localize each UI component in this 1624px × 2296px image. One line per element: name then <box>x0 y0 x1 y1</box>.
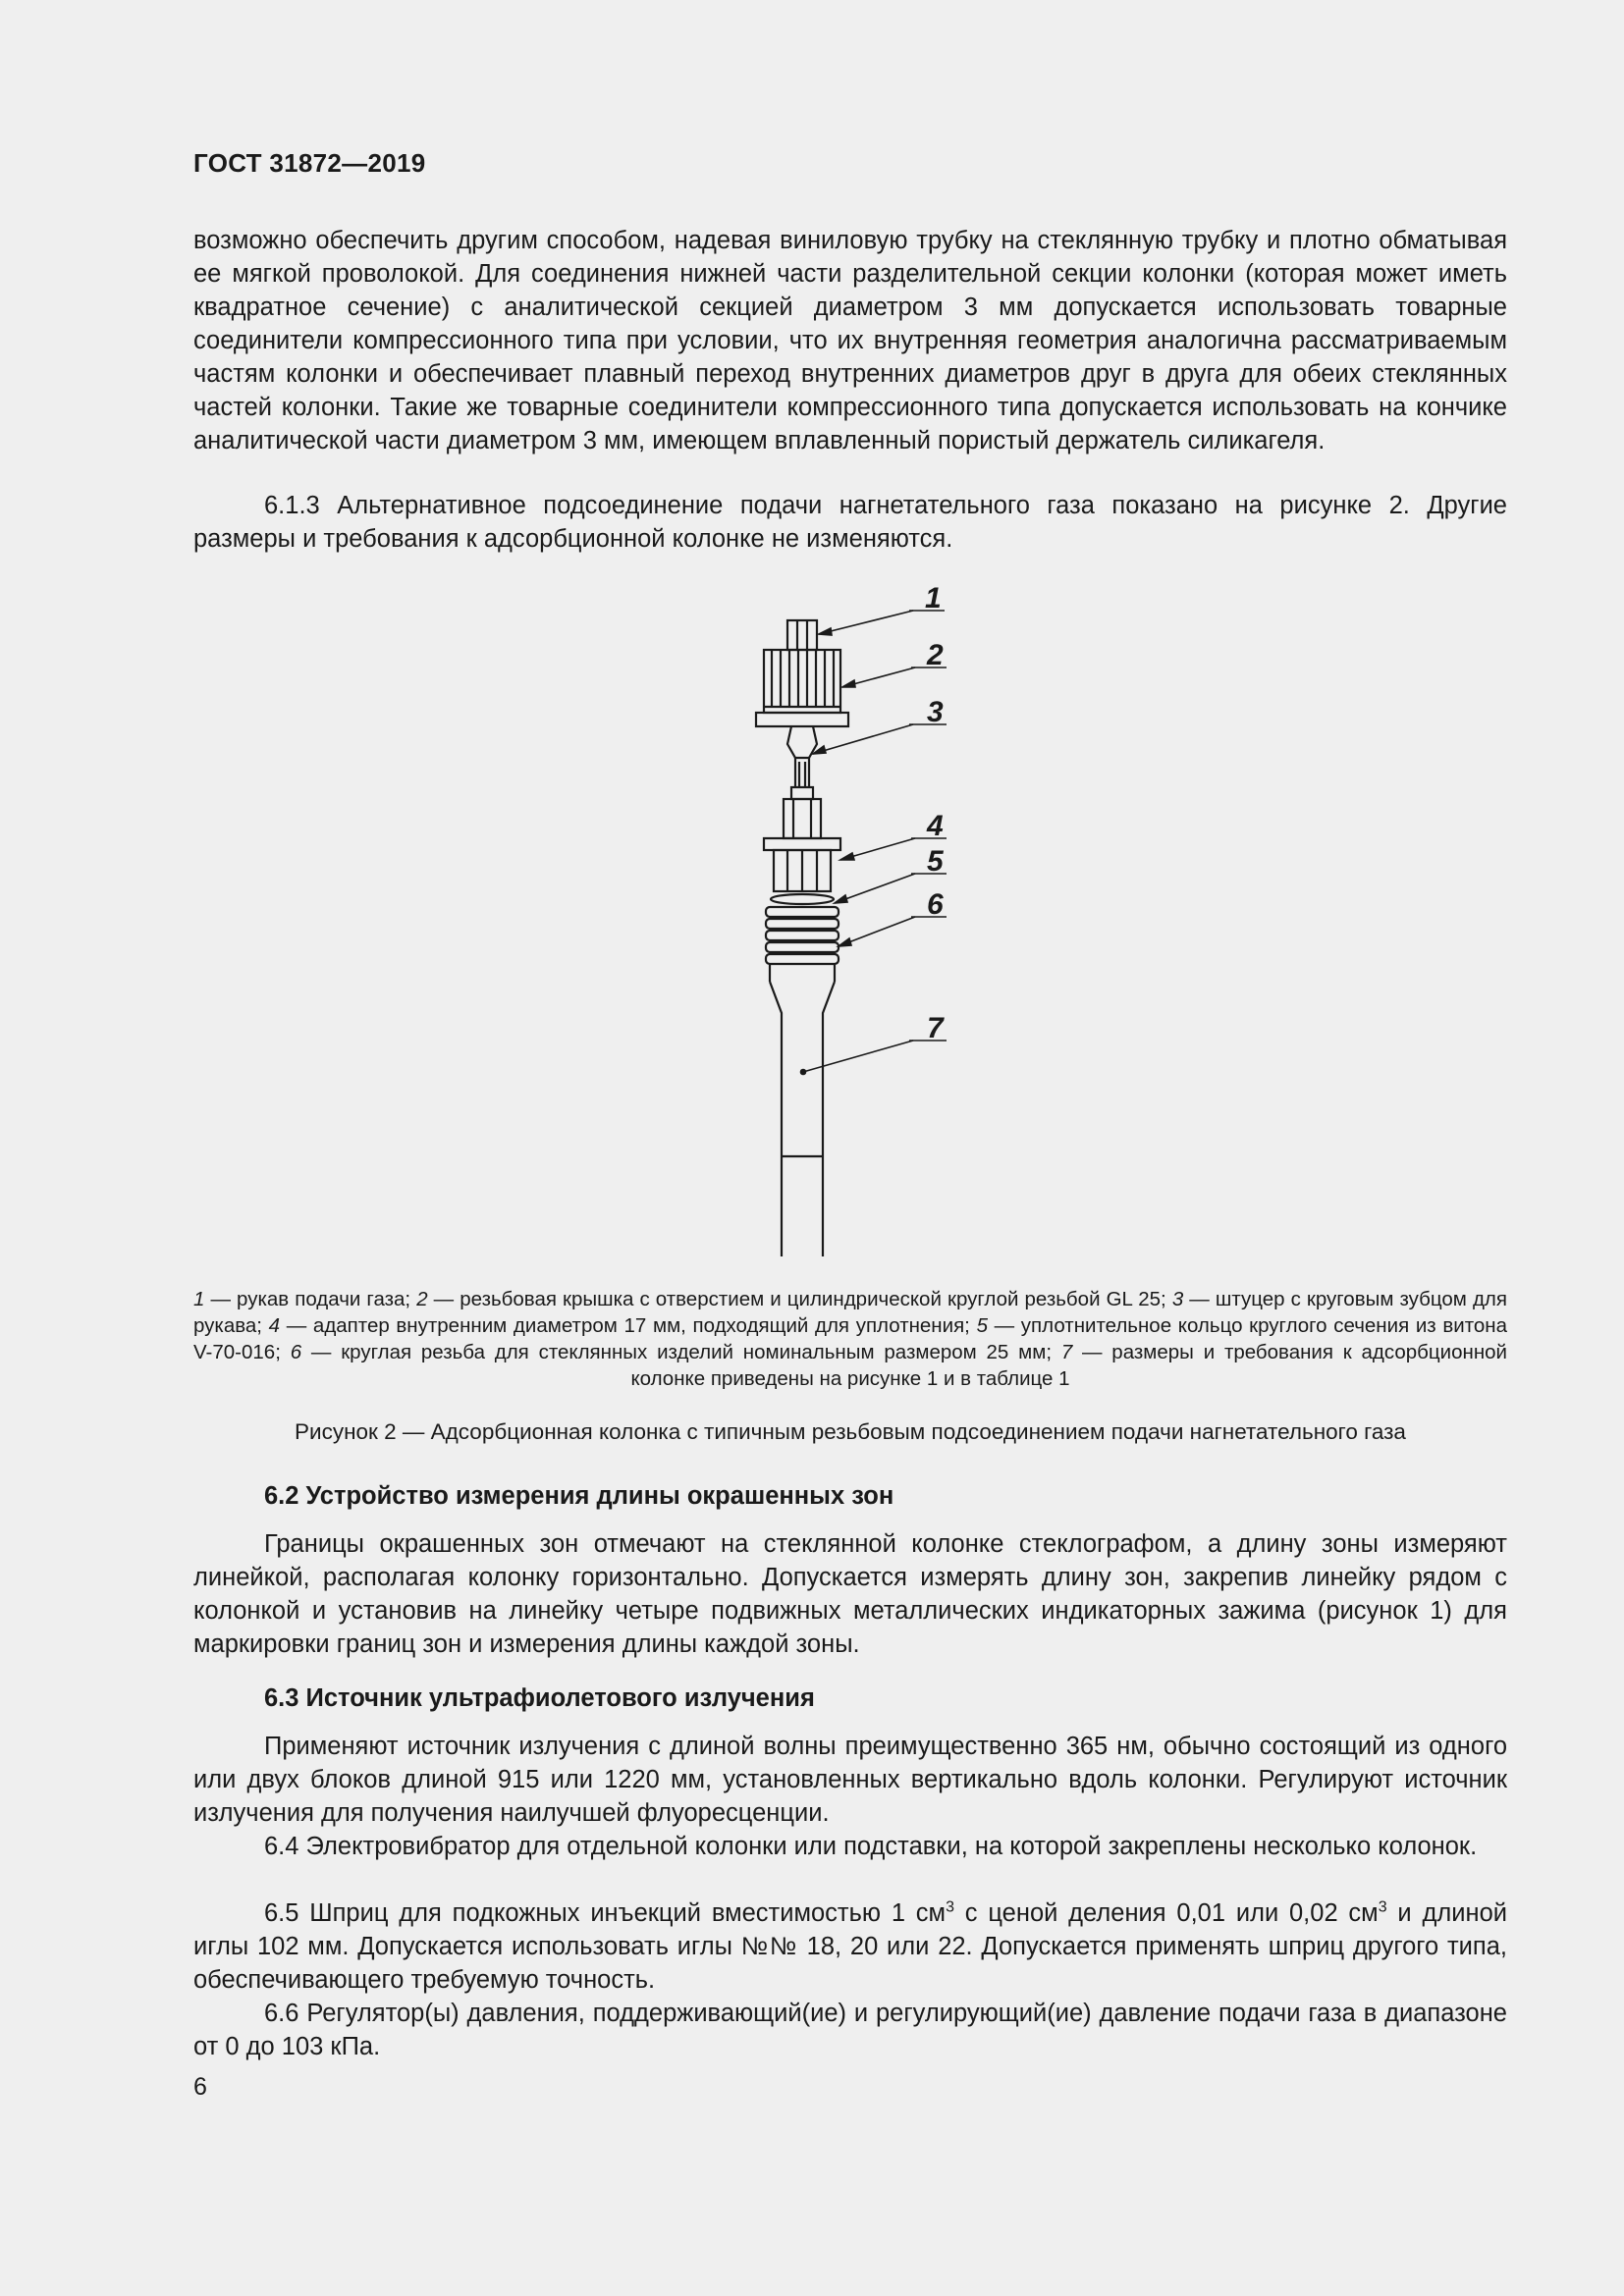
glass-thread-part <box>766 907 839 982</box>
callout-4: 4 <box>927 810 944 842</box>
p6-5-part2: с ценой деления 0,01 или 0,02 см <box>954 1899 1379 1927</box>
callout-3: 3 <box>927 696 944 728</box>
legend-num-5: 5 <box>976 1314 988 1337</box>
p6-5-sup1: 3 <box>946 1898 954 1916</box>
legend-text-3: — штуцер с круговым зубцом для рукава; <box>193 1288 1507 1337</box>
legend-num-7: 7 <box>1060 1341 1073 1363</box>
legend-num-4: 4 <box>268 1314 281 1337</box>
figure-2-column-drawing <box>707 569 1001 1266</box>
legend-text-4: — адаптер внутренним диаметром 17 мм, подходящий для уплотнения; <box>280 1314 977 1337</box>
column-tube-part <box>770 982 835 1256</box>
paragraph-6-1-3: 6.1.3 Альтернативное подсоединение подачи нагнетательного газа показано на рисунке 2. Другие размеры и требования к адсорбционной колонке не изменяются. <box>193 492 1507 553</box>
o-ring-part <box>771 894 834 904</box>
section-6-2-body: Границы окрашенных зон отмечают на стеклянной колонке стеклографом, а длину зоны измеряют линейкой, располагая колонку горизонтально. Допускается измерять длину зон, закрепив линейку рядом с колонкой и установив на линейку четыре подвижных металлических индикаторных зажима (рисунок 1) для маркировки границ зон и измерения длины каждой зоны. <box>193 1530 1507 1658</box>
p6-5-part1: 6.5 Шприц для подкожных инъекций вместимостью 1 см <box>264 1899 947 1927</box>
legend-num-1: 1 <box>193 1288 205 1310</box>
callout-5: 5 <box>927 845 944 878</box>
barbed-fitting-part <box>787 726 817 787</box>
figure-legend <box>193 1286 1507 1392</box>
p6-5-part3: и длиной иглы 102 мм. Допускается использовать иглы №№ 18, 20 или 22. Допускается применять шприц другого типа, обеспечивающего требуемую точность. <box>193 1899 1507 1994</box>
threaded-cap-part <box>756 650 848 726</box>
callout-2: 2 <box>927 639 944 671</box>
section-6-2-title: 6.2 Устройство измерения длины окрашенных зон <box>264 1482 894 1510</box>
adapter-part <box>764 787 840 891</box>
callout-6: 6 <box>927 888 944 921</box>
page-number: 6 <box>193 2073 207 2101</box>
legend-text-7: — размеры и требования к адсорбционной колонке приведены на рисунке 1 и в таблице 1 <box>630 1341 1508 1390</box>
p6-5-sup2: 3 <box>1378 1898 1387 1916</box>
legend-num-3: 3 <box>1171 1288 1184 1310</box>
callout-7: 7 <box>927 1012 944 1044</box>
legend-text-2: — резьбовая крышка с отверстием и цилиндрической круглой резьбой GL 25; <box>427 1288 1172 1310</box>
standard-header: ГОСТ 31872—2019 <box>193 148 426 178</box>
paragraph-6-4: 6.4 Электровибратор для отдельной колонки или подставки, на которой закреплены несколько колонок. <box>264 1833 1478 1860</box>
legend-text-5: — уплотнительное кольцо круглого сечения из витона V-70-016; <box>193 1314 1507 1363</box>
legend-num-2: 2 <box>416 1288 428 1310</box>
legend-num-6: 6 <box>290 1341 302 1363</box>
figure-caption: Рисунок 2 — Адсорбционная колонка с типичным резьбовым подсоединением подачи нагнетательного газа <box>295 1419 1406 1444</box>
paragraph-6-5 <box>193 1896 1507 1997</box>
gas-hose-part <box>787 620 817 650</box>
legend-text-1: — рукав подачи газа; <box>204 1288 417 1310</box>
callout-1: 1 <box>925 582 942 614</box>
paragraph-6-6: 6.6 Регулятор(ы) давления, поддерживающий(ие) и регулирующий(ие) давление подачи газа в диапазоне от 0 до 103 кПа. <box>193 2000 1507 2060</box>
section-6-3-title: 6.3 Источник ультрафиолетового излучения <box>264 1684 815 1712</box>
section-6-3-body: Применяют источник излучения с длиной волны преимущественно 365 нм, обычно состоящий из одного или двух блоков длиной 915 или 1220 мм, установленных вертикально вдоль колонки. Регулируют источник излучения для получения наилучшей флуоресценции. <box>193 1733 1507 1827</box>
intro-continuation-paragraph: возможно обеспечить другим способом, надевая виниловую трубку на стеклянную трубку и плотно обматывая ее мягкой проволокой. Для соединения нижней части разделительной секции колонки (которая может иметь квадратное сечение) с аналитической секцией диаметром 3 мм допускается использовать товарные соединители компрессионного типа при условии, что их внутренняя геометрия аналогична рассматриваемым частям колонки и обеспечивает плавный переход внутренних диаметров друг в друга для обеих стеклянных частей колонки. Такие же товарные соединители компрессионного типа допускается использовать на кончике аналитической части диаметром 3 мм, имеющем вплавленный пористый держатель силикагеля. <box>193 227 1507 454</box>
legend-text-6: — круглая резьба для стеклянных изделий номинальным размером 25 мм; <box>301 1341 1061 1363</box>
